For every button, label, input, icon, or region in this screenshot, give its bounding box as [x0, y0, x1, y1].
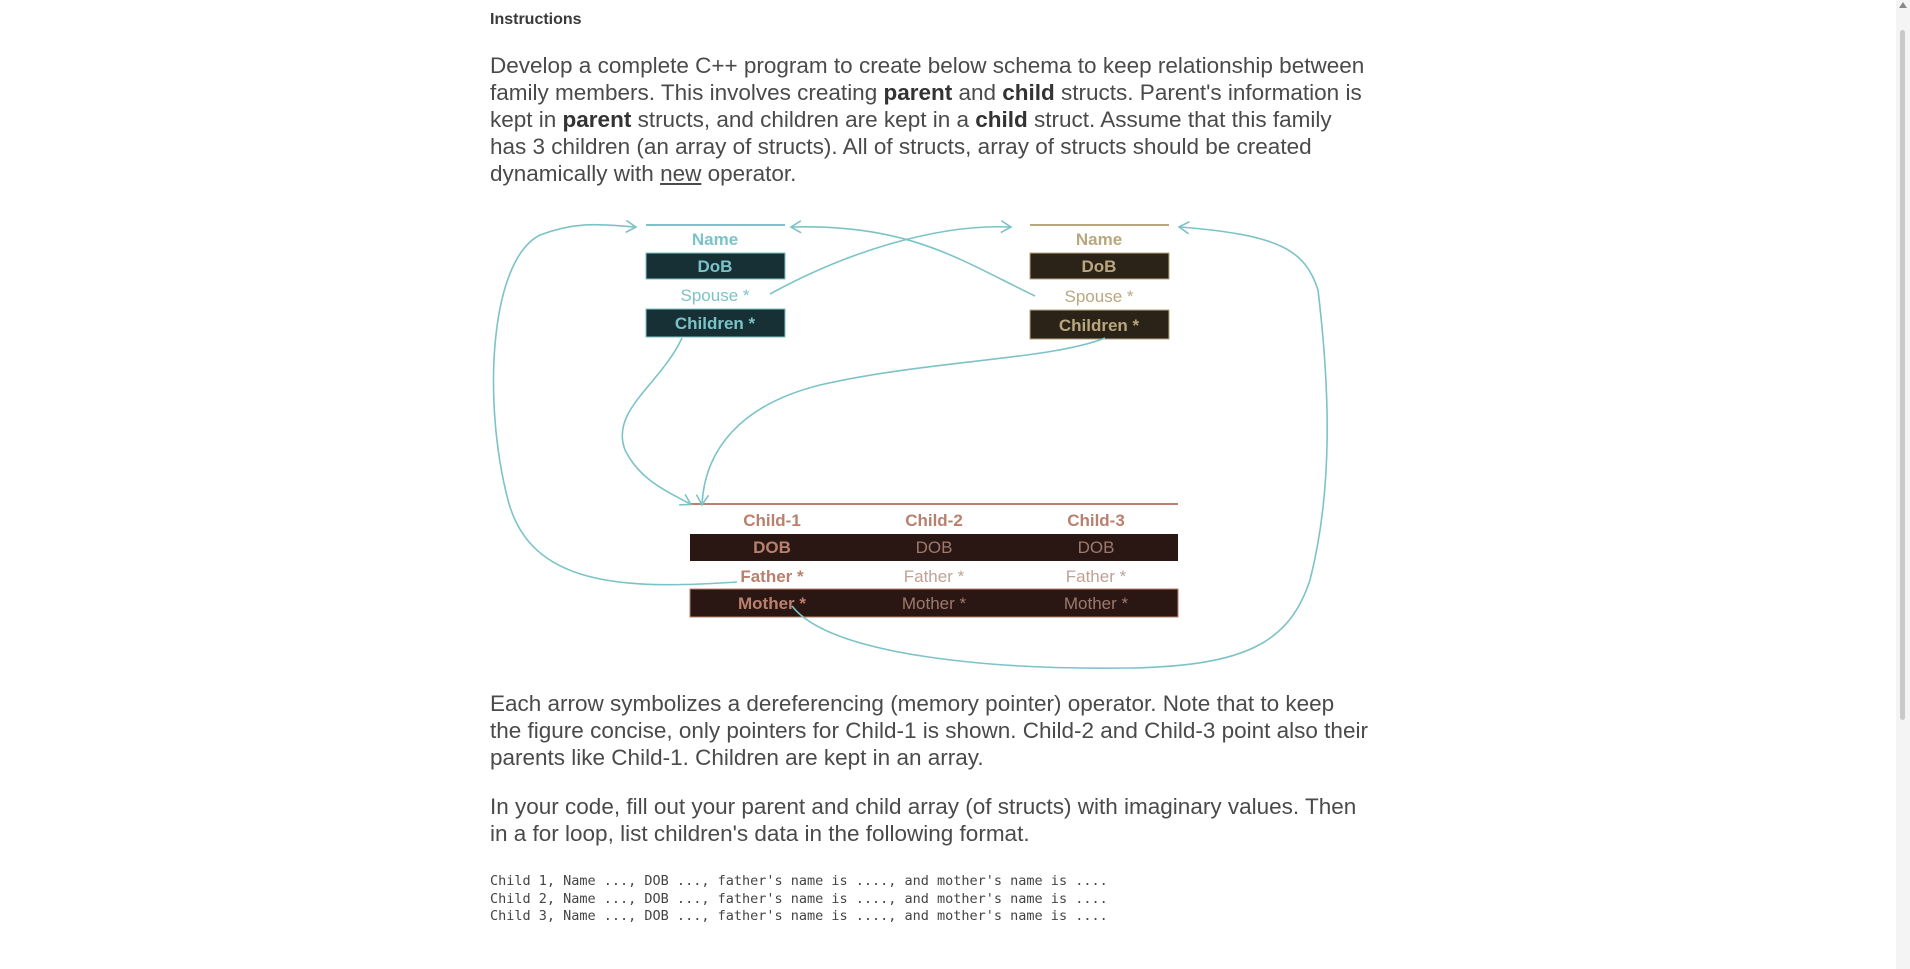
child-3-mother: Mother * — [1063, 594, 1129, 613]
father-spouse-arrow — [770, 227, 1010, 294]
intro-text-3: structs. Parent's information is kept in — [490, 80, 1362, 132]
father-struct — [646, 225, 785, 337]
mother-children-arrow — [702, 338, 1105, 504]
intro-text-1: Develop a complete C++ program to create below schema to keep relationship between family members. This involves creating — [490, 53, 1365, 105]
code-instructions-paragraph: In your code, fill out your parent and child array (of structs) with imaginary values. Then in a for loop, list children's data in the following format. — [490, 794, 1357, 846]
mother-struct — [1030, 225, 1169, 339]
father-name-field: Name — [691, 230, 739, 249]
mother-dob-field: DoB — [1081, 257, 1117, 276]
arrows-explanation-paragraph: Each arrow symbolizes a dereferencing (memory pointer) operator. Note that to keep the figure concise, only pointers for Child-1 is shown. Child-2 and Child-3 point also their parents like Child-1. Children are kept in an array. — [490, 691, 1368, 770]
intro-bold-child: child — [1002, 80, 1055, 105]
instructions-heading: Instructions — [490, 11, 582, 28]
children-array — [690, 504, 1178, 617]
child-1-header: Child-1 — [743, 511, 801, 530]
intro-underline-new: new — [660, 161, 702, 186]
page-scrollbar[interactable] — [1896, 0, 1910, 969]
mother-children-field: Children * — [1058, 316, 1140, 335]
scroll-up-arrow-icon[interactable] — [1899, 2, 1907, 8]
code-line: Child 1, Name ..., DOB ..., father's name is ...., and mother's name is .... — [490, 873, 1108, 889]
child-2-dob: DOB — [915, 538, 953, 557]
father-spouse-field: Spouse * — [680, 286, 750, 305]
intro-text-6: operator. — [701, 161, 797, 186]
intro-bold-parent-2: parent — [562, 107, 632, 132]
code-line: Child 3, Name ..., DOB ..., father's name is ...., and mother's name is .... — [490, 908, 1108, 924]
intro-bold-parent: parent — [883, 80, 953, 105]
child-2-mother: Mother * — [901, 594, 967, 613]
output-format-code — [490, 873, 1108, 926]
child-1-mother: Mother * — [738, 594, 806, 613]
child-2-father: Father * — [903, 567, 965, 586]
child-1-dob: DOB — [753, 538, 791, 557]
child-3-dob: DOB — [1077, 538, 1115, 557]
intro-text-4: structs, and children are kept in a — [631, 107, 976, 132]
scrollbar-thumb[interactable] — [1900, 30, 1905, 720]
father-dob-field: DoB — [697, 257, 733, 276]
child-2-header: Child-2 — [905, 511, 963, 530]
mother-spouse-field: Spouse * — [1064, 287, 1134, 306]
intro-bold-child-2: child — [975, 107, 1028, 132]
child-3-header: Child-3 — [1067, 511, 1125, 530]
intro-paragraph — [490, 52, 1370, 187]
mother-name-field: Name — [1075, 230, 1123, 249]
child-1-father: Father * — [740, 567, 804, 586]
father-children-field: Children * — [674, 314, 756, 333]
father-children-arrow — [622, 338, 690, 504]
intro-text-5: struct. Assume that this family has 3 children (an array of structs). All of structs, array of structs should be created dynamically with — [490, 107, 1332, 186]
code-line: Child 2, Name ..., DOB ..., father's name is ...., and mother's name is .... — [490, 890, 1108, 907]
child-3-father: Father * — [1065, 567, 1127, 586]
family-schema-diagram — [490, 210, 1340, 675]
intro-text-2: and — [952, 80, 1003, 105]
